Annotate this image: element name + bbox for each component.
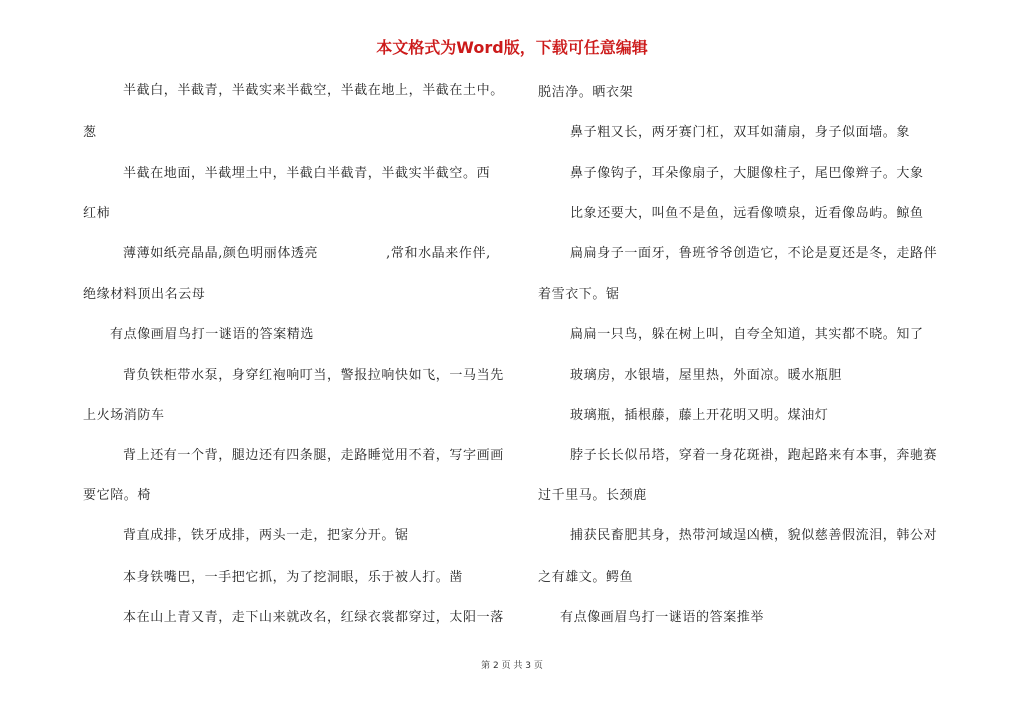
body-line: 背上还有一个背，腿边还有四条腿，走路睡觉用不着，写字画画 bbox=[123, 448, 504, 463]
body-line: 上火场消防车 bbox=[83, 408, 165, 423]
body-line: 比象还要大，叫鱼不是鱼，远看像喷泉，近看像岛屿。鲸鱼 bbox=[570, 206, 924, 221]
body-line: 背负铁柜带水泵，身穿红袍响叮当，警报拉响快如飞，一马当先 bbox=[123, 368, 504, 383]
body-line: 半截白，半截青，半截实来半截空，半截在地上，半截在土中。 bbox=[123, 83, 504, 98]
body-line: 扁扁身子一面牙，鲁班爷爷创造它，不论是夏还是冬，走路伴 bbox=[570, 246, 938, 261]
body-line: 过千里马。长颈鹿 bbox=[538, 488, 647, 503]
section-heading: 有点像画眉鸟打一谜语的答案推举 bbox=[560, 610, 765, 625]
body-line: 红柿 bbox=[83, 206, 111, 221]
body-line: 扁扁一只鸟，躲在树上叫，自夸全知道，其实都不晓。知了 bbox=[570, 327, 924, 342]
page-number-footer: 第 2 页 共 3 页 bbox=[481, 661, 543, 671]
left-column bbox=[83, 0, 518, 723]
body-line: 脱洁净。晒衣架 bbox=[538, 85, 634, 100]
body-line: 葱 bbox=[83, 125, 97, 140]
body-line: 本身铁嘴巴，一手把它抓，为了挖洞眼，乐于被人打。凿 bbox=[123, 570, 464, 585]
body-line: 之有雄文。鳄鱼 bbox=[538, 570, 634, 585]
body-line: 捕获民畜肥其身，热带河域逞凶横，貌似慈善假流泪，韩公对 bbox=[570, 528, 938, 543]
body-line: 鼻子像钩子，耳朵像扇子，大腿像柱子，尾巴像辫子。大象 bbox=[570, 166, 924, 181]
body-line: 薄薄如纸亮晶晶,颜色明丽体透亮 ,常和水晶来作伴, bbox=[123, 246, 491, 261]
body-line: 绝缘材料顶出名云母 bbox=[83, 287, 206, 302]
body-line: 脖子长长似吊塔，穿着一身花斑褂，跑起路来有本事，奔驰赛 bbox=[570, 448, 938, 463]
right-column bbox=[538, 0, 956, 723]
body-line: 玻璃房，水银墙，屋里热，外面凉。暖水瓶胆 bbox=[570, 368, 843, 383]
page-header-title: 本文格式为Word版，下载可任意编辑 bbox=[376, 38, 648, 57]
body-line: 要它陪。椅 bbox=[83, 488, 152, 503]
body-line: 玻璃瓶，插根藤，藤上开花明又明。煤油灯 bbox=[570, 408, 829, 423]
body-line: 着雪衣下。锯 bbox=[538, 287, 620, 302]
body-line: 鼻子粗又长，两牙赛门杠，双耳如蒲扇，身子似面墙。象 bbox=[570, 125, 911, 140]
body-line: 本在山上青又青，走下山来就改名，红绿衣裳都穿过，太阳一落 bbox=[123, 610, 504, 625]
body-line: 背直成排，铁牙成排，两头一走，把家分开。锯 bbox=[123, 528, 409, 543]
body-line: 半截在地面，半截埋土中，半截白半截青，半截实半截空。西 bbox=[123, 166, 491, 181]
section-heading: 有点像画眉鸟打一谜语的答案精选 bbox=[110, 327, 315, 342]
